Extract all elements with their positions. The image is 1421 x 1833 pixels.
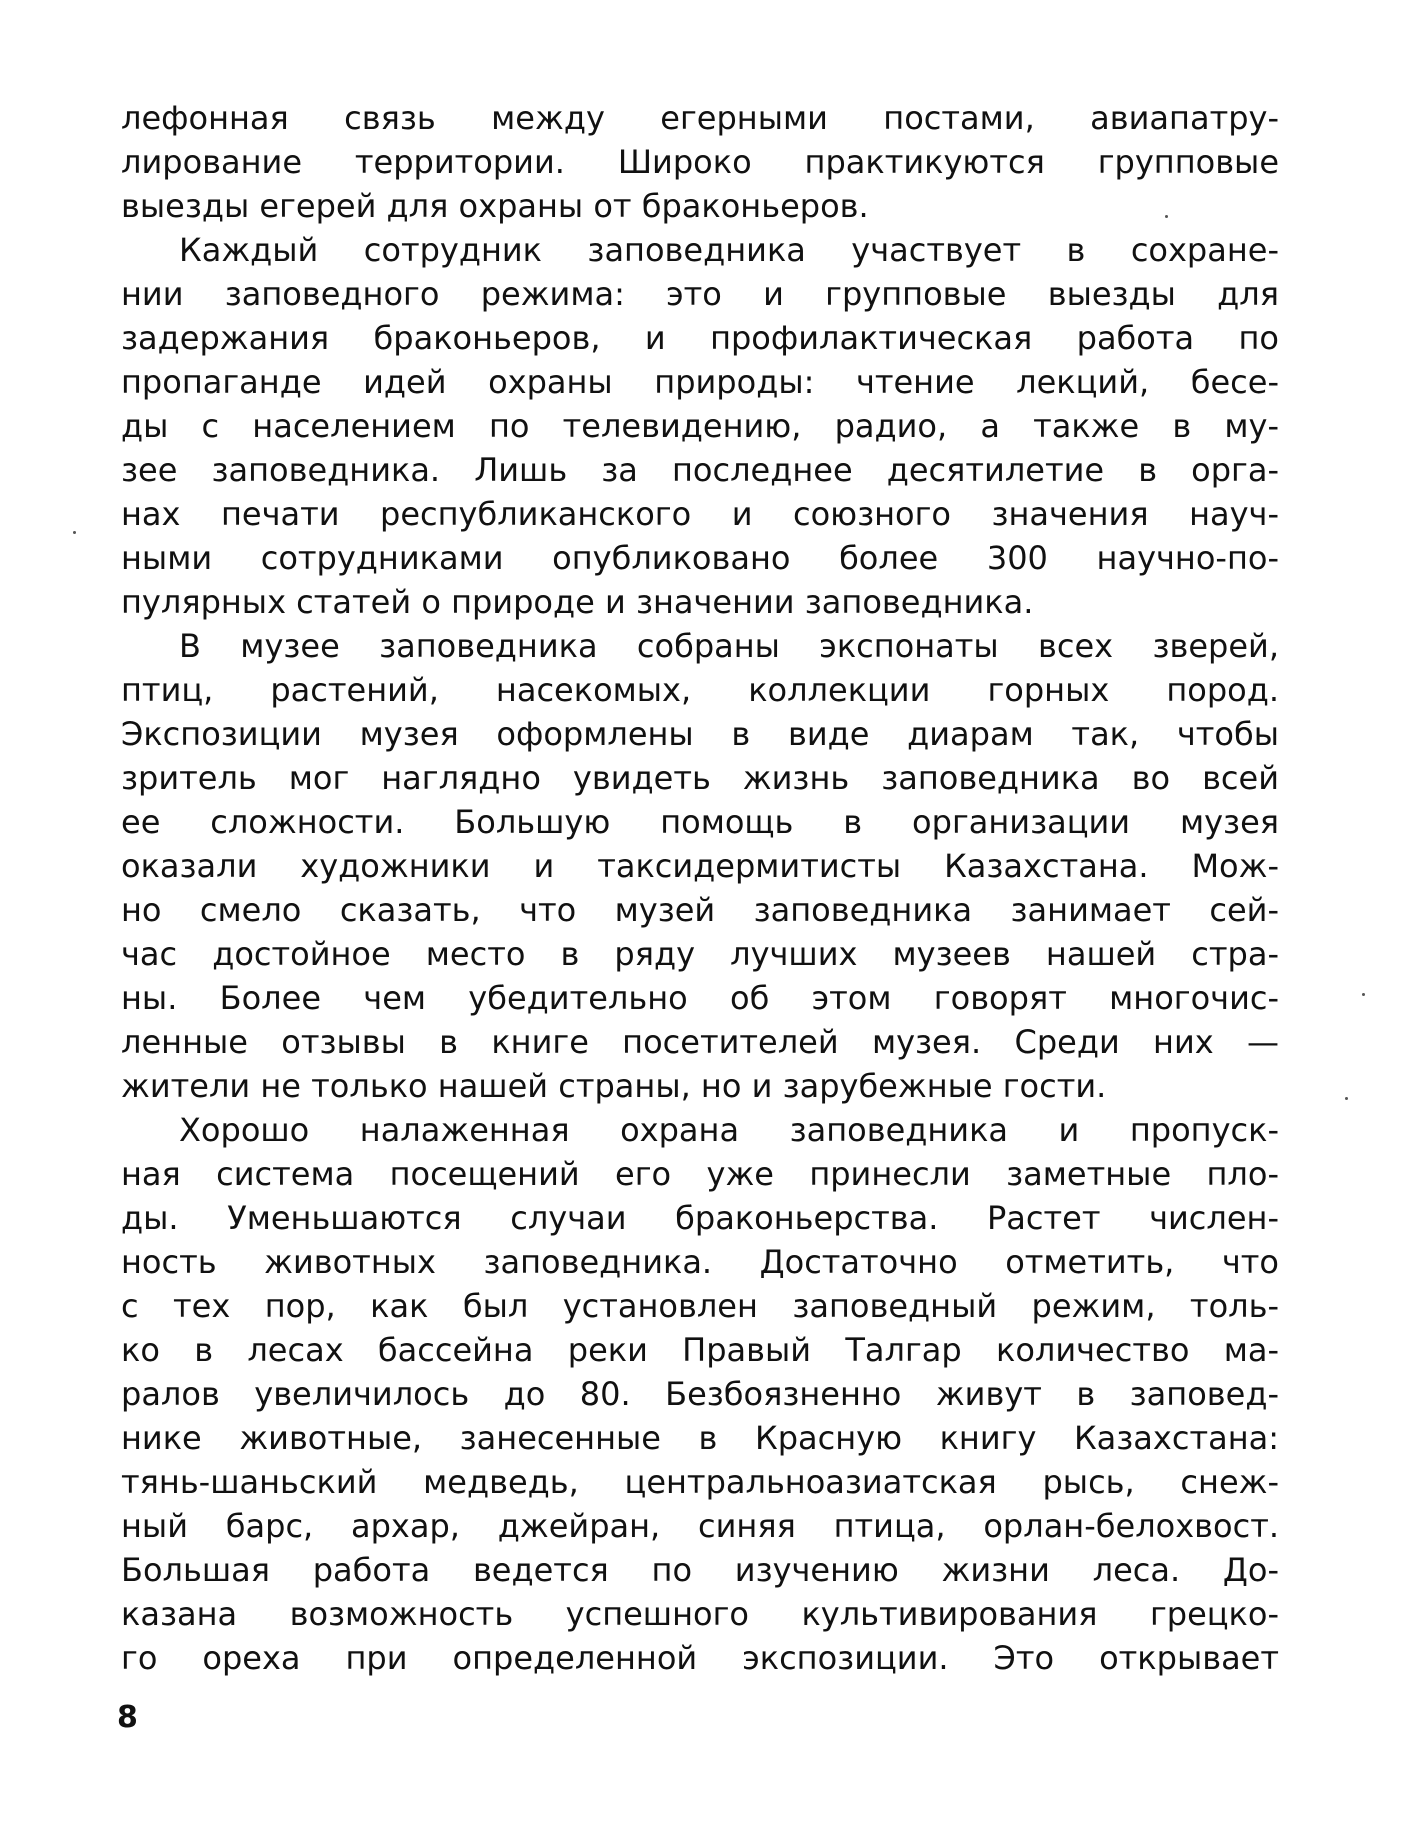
text-line: с тех пор, как был установлен заповедный режим, толь- xyxy=(121,1287,1279,1325)
text-line: ная система посещений его уже принесли заметные пло- xyxy=(121,1155,1279,1193)
text-line: час достойное место в ряду лучших музеев нашей стра- xyxy=(121,935,1279,973)
text-line: пропаганде идей охраны природы: чтение лекций, бесе- xyxy=(121,363,1279,401)
text-line: В музее заповедника собраны экспонаты всех зверей, xyxy=(179,627,1279,665)
text-line: ность животных заповедника. Достаточно отметить, что xyxy=(121,1243,1279,1281)
paragraph xyxy=(121,1108,1279,1680)
text-line: ными сотрудниками опубликовано более 300 научно-по- xyxy=(121,539,1279,577)
text-line: ды. Уменьшаются случаи браконьерства. Растет числен- xyxy=(121,1199,1279,1237)
paragraph xyxy=(121,96,1279,228)
text-line: нии заповедного режима: это и групповые выезды для xyxy=(121,275,1279,313)
scan-speck xyxy=(73,531,76,534)
paragraph xyxy=(121,624,1279,1108)
scan-speck xyxy=(1165,215,1168,218)
text-line: казана возможность успешного культивирования грецко- xyxy=(121,1595,1279,1633)
text-line: лирование территории. Широко практикуются групповые xyxy=(121,143,1279,181)
scan-speck xyxy=(1362,993,1365,996)
text-line: нике животные, занесенные в Красную книгу Казахстана: xyxy=(121,1419,1279,1457)
text-line: пулярных статей о природе и значении заповедника. xyxy=(121,583,1034,621)
text-line: оказали художники и таксидермитисты Казахстана. Мож- xyxy=(121,847,1279,885)
text-line: птиц, растений, насекомых, коллекции горных пород. xyxy=(121,671,1279,709)
text-line: го ореха при определенной экспозиции. Это открывает xyxy=(121,1639,1279,1677)
text-line: ленные отзывы в книге посетителей музея. Среди них — xyxy=(121,1023,1279,1061)
text-line: Хорошо налаженная охрана заповедника и пропуск- xyxy=(179,1111,1279,1149)
text-line: ный барс, архар, джейран, синяя птица, орлан-белохвост. xyxy=(121,1507,1279,1545)
text-line: жители не только нашей страны, но и зарубежные гости. xyxy=(121,1067,1107,1105)
page-number: 8 xyxy=(117,1700,138,1735)
paragraph xyxy=(121,228,1279,624)
text-line: ды с населением по телевидению, радио, а также в му- xyxy=(121,407,1279,445)
text-line: Большая работа ведется по изучению жизни леса. До- xyxy=(121,1551,1279,1589)
text-line: Экспозиции музея оформлены в виде диарам так, чтобы xyxy=(121,715,1279,753)
text-line: задержания браконьеров, и профилактическая работа по xyxy=(121,319,1279,357)
text-line: нах печати республиканского и союзного значения науч- xyxy=(121,495,1279,533)
text-line: лефонная связь между егерными постами, авиапатру- xyxy=(121,99,1279,137)
page-body xyxy=(121,96,1279,1680)
scan-speck xyxy=(1345,1097,1348,1100)
text-line: зее заповедника. Лишь за последнее десятилетие в орга- xyxy=(121,451,1279,489)
text-line: Каждый сотрудник заповедника участвует в сохране- xyxy=(179,231,1279,269)
text-line: но смело сказать, что музей заповедника занимает сей- xyxy=(121,891,1279,929)
text-line: тянь-шаньский медведь, центральноазиатская рысь, снеж- xyxy=(121,1463,1279,1501)
text-line: зритель мог наглядно увидеть жизнь заповедника во всей xyxy=(121,759,1279,797)
text-line: ралов увеличилось до 80. Безбоязненно живут в заповед- xyxy=(121,1375,1279,1413)
text-line: ее сложности. Большую помощь в организации музея xyxy=(121,803,1279,841)
text-line: ко в лесах бассейна реки Правый Талгар количество ма- xyxy=(121,1331,1279,1369)
text-line: выезды егерей для охраны от браконьеров. xyxy=(121,187,869,225)
text-line: ны. Более чем убедительно об этом говорят многочис- xyxy=(121,979,1279,1017)
